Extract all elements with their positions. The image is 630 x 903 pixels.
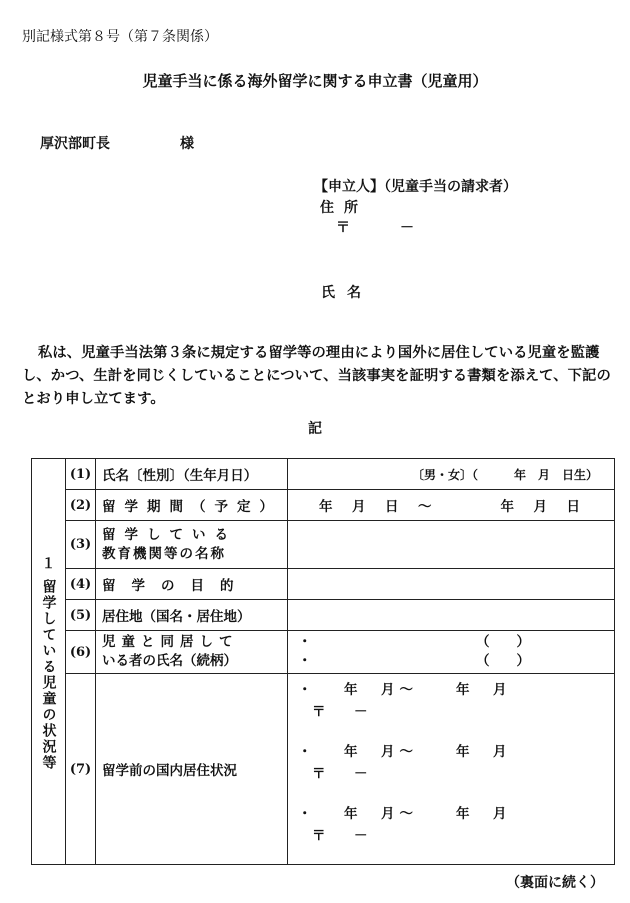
to-date: 年 月: [456, 806, 512, 822]
section-cell: [32, 459, 66, 865]
addressee: 厚沢部町長: [40, 136, 110, 152]
relation-paren: （ ）: [476, 653, 530, 669]
form-number: 別記様式第８号（第７条関係）: [22, 29, 218, 45]
name-label: 氏名: [321, 285, 373, 301]
row-label: [96, 521, 288, 569]
residence-entry: [298, 678, 614, 740]
row-label-line: 教育機関等の名称: [102, 545, 226, 562]
prior-residence-field[interactable]: [288, 674, 615, 865]
section-label: 留学している児童の状況等: [40, 578, 57, 771]
bullet: ・: [298, 744, 312, 760]
cohabitant-line: [298, 633, 614, 652]
name-gender-birth-field[interactable]: 〔男・女〕（ 年 月 日生）: [288, 459, 615, 490]
section-number: １: [41, 555, 56, 572]
address-label: 住所: [320, 200, 368, 216]
declaration-statement: 私は、児童手当法第３条に規定する留学等の理由により国外に居住している児童を監護し、かつ、生計を同じくしていることについて、当該事実を証明する書類を添えて、下記のとおり申し立てます。: [22, 345, 611, 407]
table-row: [32, 674, 615, 865]
study-abroad-table: [31, 458, 615, 865]
continue-note: （裏面に続く）: [506, 875, 604, 891]
bullet: ・: [298, 806, 312, 822]
postal-dash: －: [354, 766, 368, 782]
table-row: [32, 600, 615, 631]
row-label-line: 児童と同居して: [102, 634, 239, 650]
table-row: [32, 459, 615, 490]
document-title: 児童手当に係る海外留学に関する申立書（児童用）: [142, 72, 488, 90]
table-row: [32, 631, 615, 674]
from-date: 年 月～: [344, 806, 418, 822]
postal-mark: 〒: [312, 828, 326, 844]
to-date: 年 月: [456, 682, 512, 698]
postal-dash: －: [354, 704, 368, 720]
study-period-field[interactable]: 年 月 日 ～ 年 月 日: [288, 490, 615, 521]
from-date: 年 月～: [344, 744, 418, 760]
table-row: [32, 521, 615, 569]
postal-dash: －: [354, 828, 368, 844]
cohabitant-line: [298, 652, 614, 671]
postal-dash: －: [400, 220, 414, 236]
residence-entry: [298, 802, 614, 864]
row-number: (3): [66, 521, 96, 569]
row-number: (5): [66, 600, 96, 631]
applicant-heading: 【申立人】（児童手当の請求者）: [314, 179, 517, 195]
to-date: 年 月: [456, 744, 512, 760]
row-label: 居住地（国名・居住地）: [96, 600, 288, 631]
row-label-line: 留学している: [102, 526, 237, 543]
study-purpose-field[interactable]: [288, 569, 615, 600]
from-date: 年 月～: [344, 682, 418, 698]
row-number: (6): [66, 631, 96, 674]
residence-entry: [298, 740, 614, 802]
memo-heading: 記: [308, 421, 322, 437]
honorific: 様: [180, 136, 194, 152]
residence-field[interactable]: [288, 600, 615, 631]
postal-mark: 〒: [312, 766, 326, 782]
postal-mark: 〒: [312, 704, 326, 720]
bullet: ・: [298, 634, 312, 650]
row-label: 留学の目的: [96, 569, 288, 600]
row-label-line: いる者の氏名（続柄）: [102, 653, 237, 669]
row-label: 留学前の国内居住状況: [96, 674, 288, 865]
row-number: (7): [66, 674, 96, 865]
row-number: (1): [66, 459, 96, 490]
bullet: ・: [298, 682, 312, 698]
relation-paren: （ ）: [476, 634, 530, 650]
bullet: ・: [298, 653, 312, 669]
table-row: [32, 569, 615, 600]
table-row: [32, 490, 615, 521]
row-label: 留学期間（予定）: [96, 490, 288, 521]
institution-name-field[interactable]: [288, 521, 615, 569]
row-number: (2): [66, 490, 96, 521]
row-label: 氏名〔性別〕（生年月日）: [96, 459, 288, 490]
postal-mark: 〒: [336, 220, 350, 236]
cohabitant-field[interactable]: [288, 631, 615, 674]
row-label: [96, 631, 288, 674]
row-number: (4): [66, 569, 96, 600]
